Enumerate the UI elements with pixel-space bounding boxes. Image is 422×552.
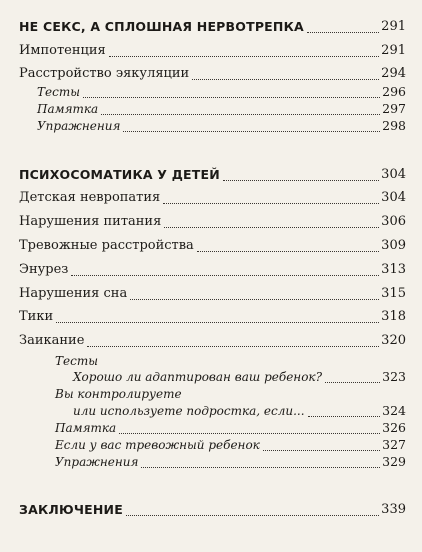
page-number: 320 <box>381 333 406 348</box>
page-number: 306 <box>381 214 406 229</box>
heading-title: НЕ СЕКС, А СПЛОШНАЯ НЕРВОТРЕПКА <box>19 19 304 34</box>
entry-label: Памятка <box>37 102 99 116</box>
dot-leader <box>71 274 379 276</box>
toc-entry-eating-disorders[interactable] <box>19 213 406 231</box>
entry-label: Памятка <box>55 421 117 435</box>
entry-label: Энурез <box>19 262 69 277</box>
toc-entry-ejaculation-disorder[interactable] <box>19 65 406 83</box>
entry-label: Расстройство эякуляции <box>19 66 190 81</box>
dot-leader <box>141 466 380 468</box>
toc-test-control-line1: Вы контролируете <box>55 387 182 401</box>
dot-leader <box>308 415 381 417</box>
toc-item-exercises[interactable] <box>37 117 406 135</box>
toc-entry-sleep-disorders[interactable] <box>19 285 406 303</box>
page-number: 313 <box>381 262 406 277</box>
page-number: 318 <box>381 309 406 324</box>
entry-label: Тревожные расстройства <box>19 238 194 253</box>
entry-label: Нарушения сна <box>19 286 128 301</box>
entry-label: Нарушения питания <box>19 214 162 229</box>
entry-label: Тики <box>19 309 54 324</box>
dot-leader <box>263 449 380 451</box>
heading-title: ПСИХОСОМАТИКА У ДЕТЕЙ <box>19 167 220 182</box>
dot-leader <box>192 78 379 80</box>
page-number: 329 <box>382 454 406 469</box>
heading-title: ЗАКЛЮЧЕНИЕ <box>19 502 123 517</box>
toc-entry-tics[interactable] <box>19 308 406 326</box>
toc-item-tests[interactable] <box>37 83 406 101</box>
page-number: 326 <box>382 420 406 435</box>
dot-leader <box>87 345 379 347</box>
toc-item-anxious-child[interactable] <box>55 436 406 454</box>
dot-leader <box>123 130 380 132</box>
toc-entry-anxiety-disorders[interactable] <box>19 237 406 255</box>
dot-leader <box>164 226 379 228</box>
dot-leader <box>126 514 379 516</box>
page-number: 296 <box>382 84 406 99</box>
toc-item-exercises-2[interactable] <box>55 453 406 471</box>
entry-label: Детская невропатия <box>19 190 161 205</box>
dot-leader <box>83 96 380 98</box>
dot-leader <box>163 202 379 204</box>
toc-entry-enuresis[interactable] <box>19 261 406 279</box>
dot-leader <box>101 113 380 115</box>
page-number: 324 <box>382 403 406 418</box>
entry-label: Упражнения <box>55 455 139 469</box>
page-number: 304 <box>381 190 406 205</box>
toc-entry-impotence[interactable] <box>19 42 406 60</box>
toc-item-memo[interactable] <box>37 100 406 118</box>
page-number: 297 <box>382 101 406 116</box>
dot-leader <box>130 298 379 300</box>
dot-leader <box>307 31 379 33</box>
dot-leader <box>109 55 379 57</box>
entry-label: Упражнения <box>37 119 121 133</box>
entry-label: Если у вас тревожный ребенок <box>55 438 260 452</box>
dot-leader <box>223 179 379 181</box>
page-number: 291 <box>381 43 406 58</box>
page-number: 315 <box>381 286 406 301</box>
page-number: 327 <box>382 437 406 452</box>
toc-heading-child-psychosomatics[interactable] <box>19 166 406 184</box>
toc-test-child-adaptation[interactable] <box>73 368 406 386</box>
page-number: 304 <box>381 167 406 182</box>
entry-label: или используете подростка, если... <box>73 404 305 418</box>
page-number: 298 <box>382 118 406 133</box>
entry-label: Хорошо ли адаптирован ваш ребенок? <box>73 370 323 384</box>
page-number: 309 <box>381 238 406 253</box>
page-number: 323 <box>382 369 406 384</box>
entry-label: Заикание <box>19 333 85 348</box>
page-number: 339 <box>381 502 406 517</box>
toc-entry-child-neuropathy[interactable] <box>19 189 406 207</box>
toc-tests-label: Тесты <box>55 354 98 368</box>
entry-label: Тесты <box>37 85 80 99</box>
toc-heading-nervotrepka[interactable] <box>19 18 406 36</box>
page-number: 294 <box>381 66 406 81</box>
dot-leader <box>197 250 379 252</box>
entry-label: Импотенция <box>19 43 106 58</box>
dot-leader <box>119 432 380 434</box>
toc-entry-stuttering[interactable] <box>19 332 406 350</box>
toc-heading-conclusion[interactable] <box>19 501 406 519</box>
dot-leader <box>56 321 379 323</box>
toc-test-control-teen[interactable] <box>73 402 406 420</box>
dot-leader <box>325 381 380 383</box>
page-number: 291 <box>381 19 406 34</box>
toc-item-memo-2[interactable] <box>55 419 406 437</box>
